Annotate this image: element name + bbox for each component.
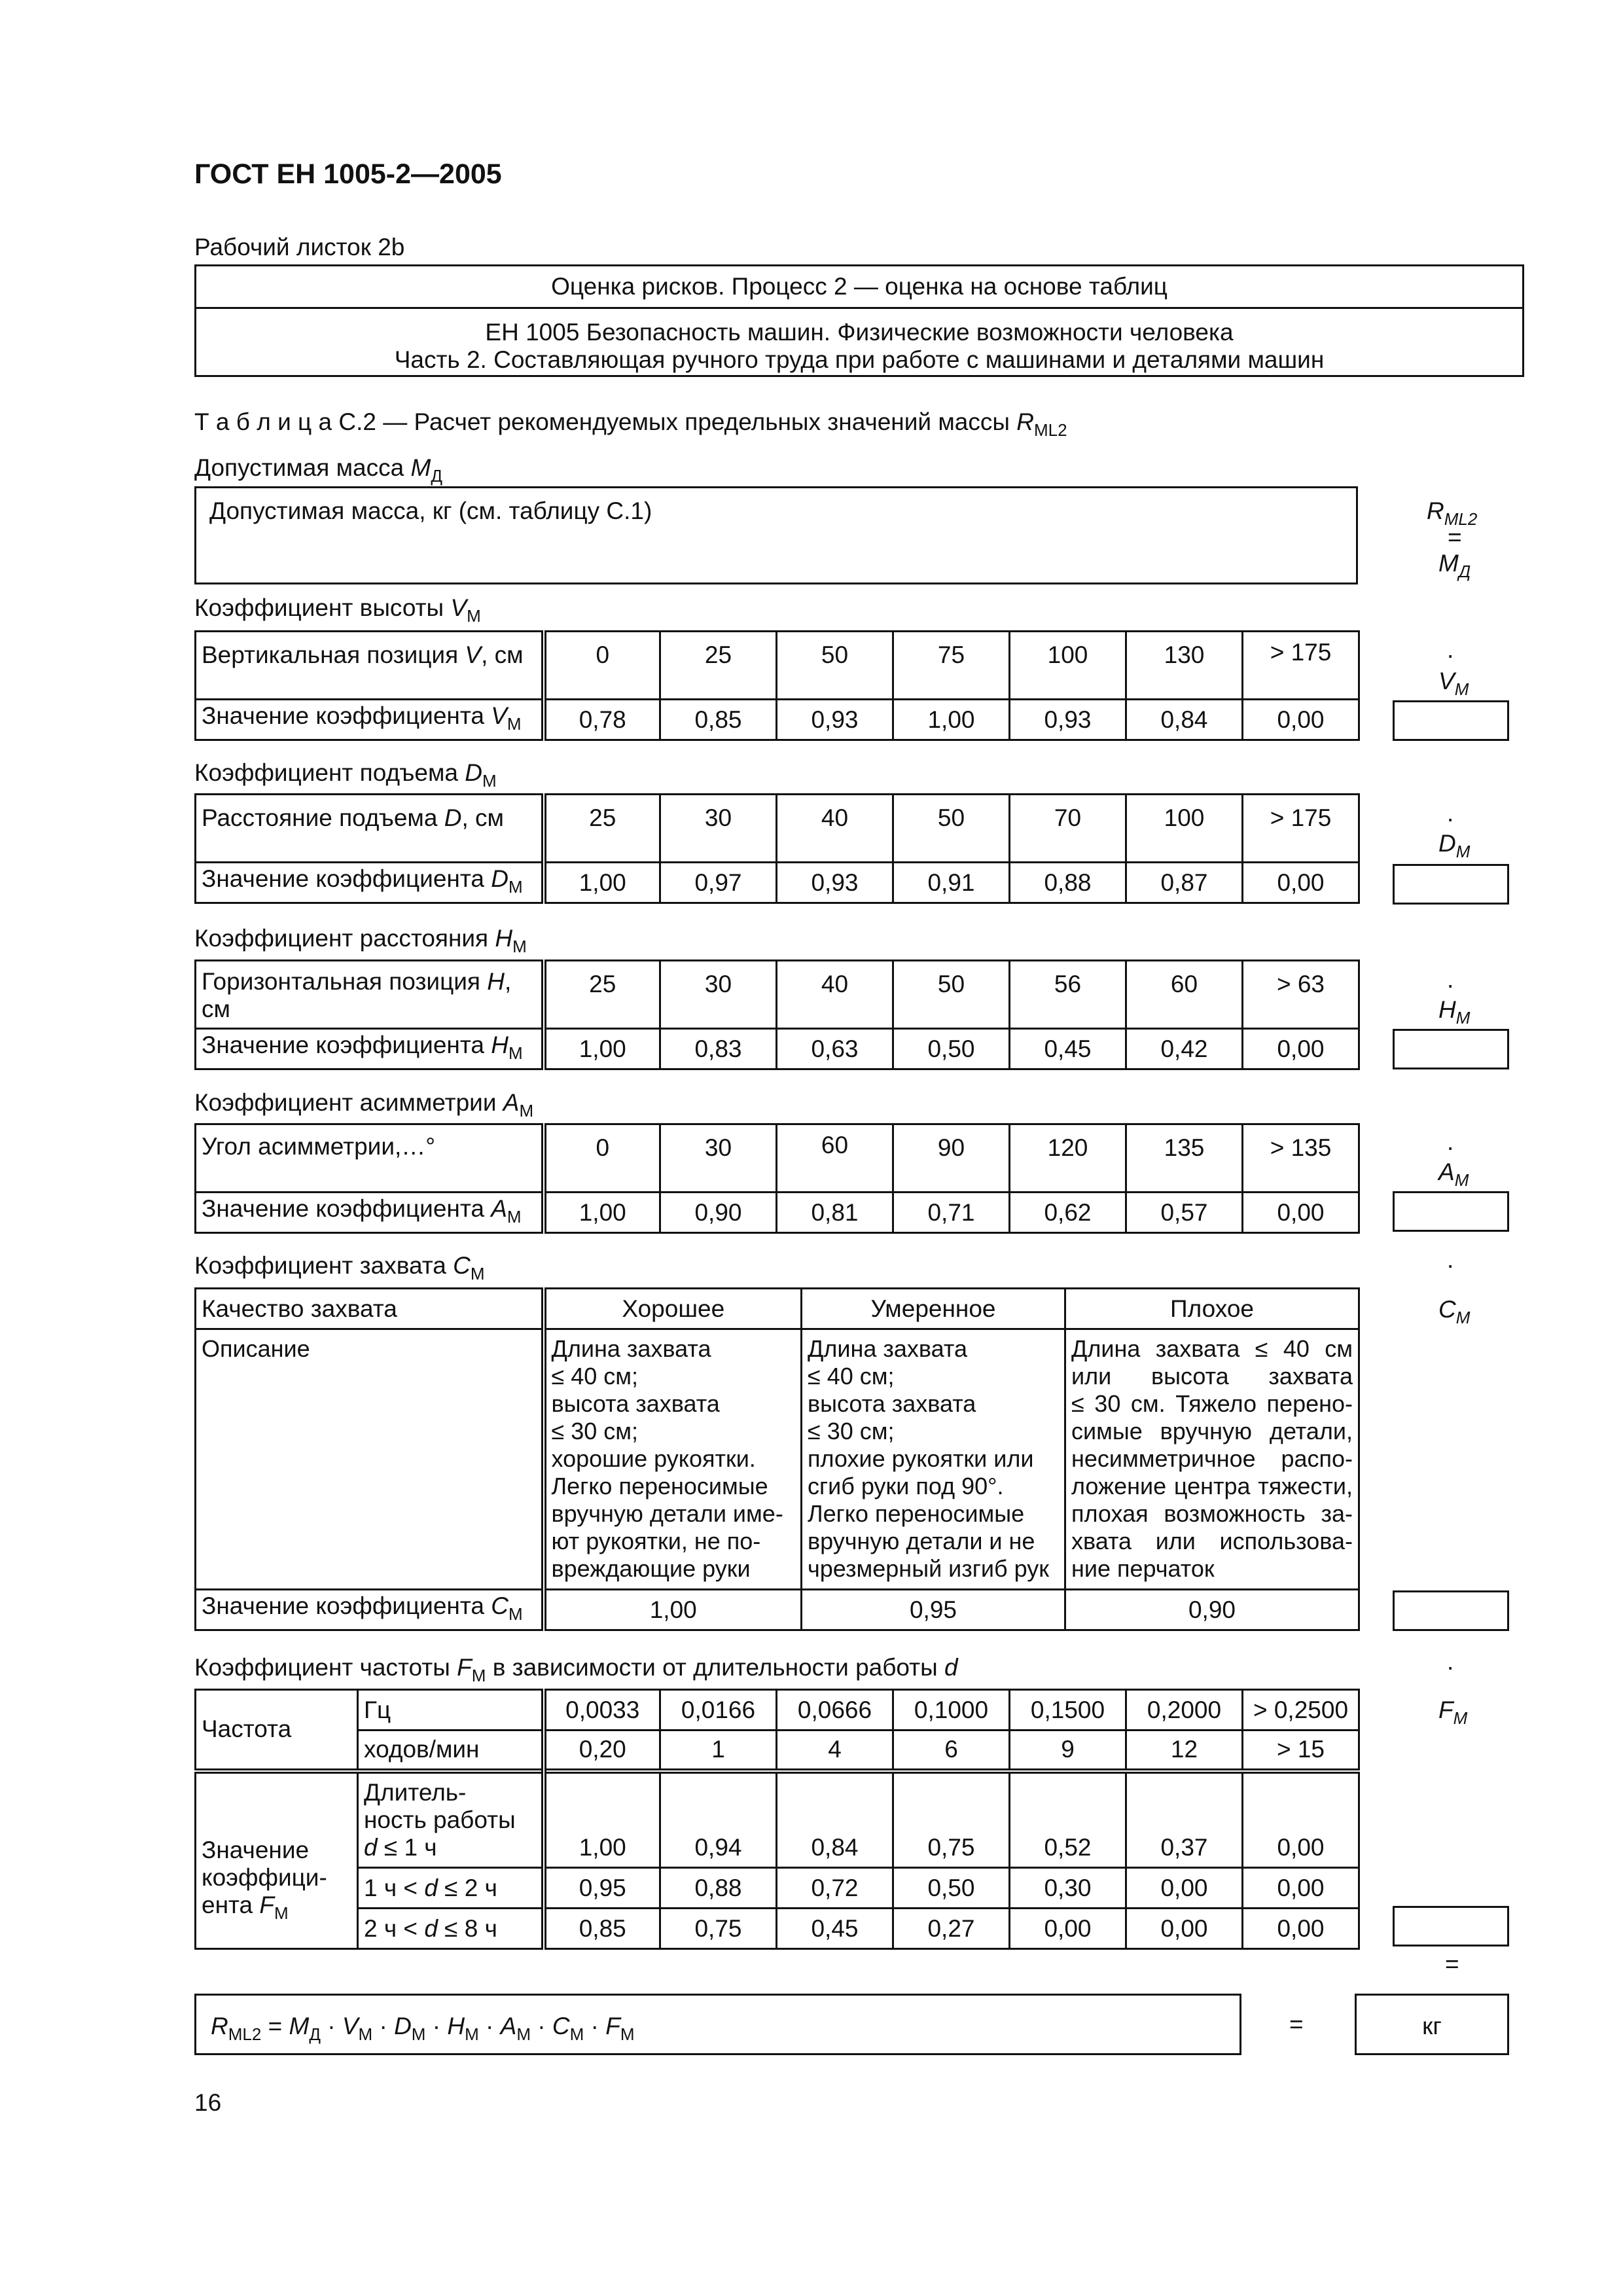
grip-dot: · xyxy=(1446,1251,1455,1278)
lift-pos-cell: 25 xyxy=(544,795,660,863)
height-position-row xyxy=(196,632,1359,700)
height-pos-cell: 25 xyxy=(660,632,777,700)
mass-field-label: Допустимая масса, кг (см. таблицу С.1) xyxy=(209,497,652,524)
asym-title: Коэффициент асимметрии $A_M$ xyxy=(194,1089,534,1121)
worksheet-label: Рабочий листок 2b xyxy=(194,234,405,260)
freq-dur2-label: 1 ч < d ≤ 2 ч xyxy=(358,1868,544,1909)
distance-pos-cell: > 63 xyxy=(1243,961,1359,1029)
distance-value-row xyxy=(196,1029,1359,1069)
vm-result-box[interactable] xyxy=(1393,700,1509,741)
fm-symbol: $F_M$ xyxy=(1438,1696,1468,1728)
distance-value-cell: 0,83 xyxy=(660,1029,777,1069)
lift-value-cell: 0,91 xyxy=(893,863,1010,903)
distance-pos-cell: 40 xyxy=(777,961,893,1029)
lift-position-row xyxy=(196,795,1359,863)
asym-value-row xyxy=(196,1193,1359,1233)
distance-position-row xyxy=(196,961,1359,1029)
distance-value-cell: 0,42 xyxy=(1126,1029,1243,1069)
lift-pos-cell: 50 xyxy=(893,795,1010,863)
freq-hz-cell: 0,1500 xyxy=(1010,1690,1126,1731)
distance-row1-label: Горизонтальная позиция H, см xyxy=(196,961,544,1029)
grip-quality-row xyxy=(196,1289,1359,1329)
grip-value-label: Значение коэффициента $C_M$ xyxy=(196,1590,544,1630)
grip-value-good: 1,00 xyxy=(544,1590,802,1630)
caption-sub: ML2 xyxy=(1033,420,1067,440)
caption-prefix: Т а б л и ц а xyxy=(194,408,332,435)
asym-value-cell: 0,90 xyxy=(660,1193,777,1233)
height-value-row xyxy=(196,700,1359,740)
am-symbol: $A_M$ xyxy=(1438,1158,1469,1190)
lift-value-cell: 0,93 xyxy=(777,863,893,903)
distance-value-cell: 0,45 xyxy=(1010,1029,1126,1069)
cm-symbol: $C_M$ xyxy=(1438,1296,1471,1327)
freq-dot: · xyxy=(1446,1653,1455,1680)
height-row1-label: Вертикальная позиция V, см xyxy=(196,632,544,700)
height-value-cell: 0,93 xyxy=(1010,700,1126,740)
freq-hz-cell: 0,0666 xyxy=(777,1690,893,1731)
height-pos-cell: 0 xyxy=(544,632,660,700)
asym-row2-label: Значение коэффициента $A_M$ xyxy=(196,1193,544,1233)
freq-d2-cell: 0,95 xyxy=(544,1868,660,1909)
grip-desc-label: Описание xyxy=(196,1329,544,1590)
mass-title xyxy=(194,454,442,486)
grip-value-row xyxy=(196,1590,1359,1630)
asym-pos-cell: 60 xyxy=(777,1124,893,1193)
freq-d8-row xyxy=(196,1909,1359,1949)
asym-pos-cell: 90 xyxy=(893,1124,1010,1193)
distance-pos-cell: 25 xyxy=(544,961,660,1029)
height-row2-label: Значение коэффициента $V_M$ xyxy=(196,700,544,740)
asym-dot: · xyxy=(1446,1134,1455,1160)
freq-d1-cell: 0,75 xyxy=(893,1771,1010,1868)
rml2-symbol: $R_{ML2}$ xyxy=(1427,497,1478,529)
freq-strokes-label: ходов/мин xyxy=(358,1731,544,1771)
freq-strokes-cell: 6 xyxy=(893,1731,1010,1771)
standard-title xyxy=(196,319,1522,374)
asym-value-cell: 0,62 xyxy=(1010,1193,1126,1233)
freq-strokes-cell: > 15 xyxy=(1243,1731,1359,1771)
freq-strokes-cell: 1 xyxy=(660,1731,777,1771)
freq-d1-cell: 0,84 xyxy=(777,1771,893,1868)
asym-pos-cell: 120 xyxy=(1010,1124,1126,1193)
freq-strokes-cell: 4 xyxy=(777,1731,893,1771)
lift-title: Коэффициент подъема $D_M$ xyxy=(194,759,497,791)
asym-value-cell: 1,00 xyxy=(544,1193,660,1233)
freq-d8-cell: 0,00 xyxy=(1010,1909,1126,1949)
caption-symbol: R xyxy=(1016,408,1034,435)
dm-symbol: $D_M$ xyxy=(1438,830,1471,861)
grip-value-poor: 0,90 xyxy=(1065,1590,1359,1630)
md-symbol: $M_Д$ xyxy=(1438,550,1471,581)
mass-equals: = xyxy=(1448,524,1462,550)
freq-title: Коэффициент частоты $F_M$ в зависимости от длительности работы d xyxy=(194,1654,958,1685)
asym-table xyxy=(194,1123,1360,1234)
grip-quality-fair: Умеренное xyxy=(802,1289,1065,1329)
freq-dur3-label: 2 ч < d ≤ 8 ч xyxy=(358,1909,544,1949)
mass-sub: Д xyxy=(431,466,442,486)
hm-result-box[interactable] xyxy=(1393,1029,1509,1069)
asym-value-cell: 0,71 xyxy=(893,1193,1010,1233)
formula-text: $R_{ML2} = M_Д \cdot V_M \cdot D_M \cdot H_M \cdot A_M \cdot C_M \cdot F_M$ xyxy=(211,2013,635,2044)
distance-value-cell: 0,00 xyxy=(1243,1029,1359,1069)
height-pos-cell: > 175 xyxy=(1243,632,1359,700)
freq-d2-cell: 0,30 xyxy=(1010,1868,1126,1909)
height-dot: · xyxy=(1446,641,1455,668)
grip-title: Коэффициент захвата $C_M$ xyxy=(194,1252,485,1283)
lift-row2-label: Значение коэффициента $D_M$ xyxy=(196,863,544,903)
lift-dot: · xyxy=(1446,805,1455,832)
freq-hz-cell: 0,0033 xyxy=(544,1690,660,1731)
asym-value-cell: 0,81 xyxy=(777,1193,893,1233)
grip-value-fair: 0,95 xyxy=(802,1590,1065,1630)
height-pos-cell: 100 xyxy=(1010,632,1126,700)
distance-title: Коэффициент расстояния $H_M$ xyxy=(194,925,527,956)
risk-title: Оценка рисков. Процесс 2 — оценка на основе таблиц xyxy=(196,266,1522,309)
height-title: Коэффициент высоты $V_M$ xyxy=(194,594,481,626)
lift-pos-cell: 70 xyxy=(1010,795,1126,863)
distance-value-cell: 0,63 xyxy=(777,1029,893,1069)
mass-title-text: Допустимая масса xyxy=(194,454,411,481)
height-value-cell: 0,00 xyxy=(1243,700,1359,740)
freq-hz-cell: 0,2000 xyxy=(1126,1690,1243,1731)
asym-pos-cell: 0 xyxy=(544,1124,660,1193)
freq-strokes-row xyxy=(196,1731,1359,1771)
lift-value-cell: 1,00 xyxy=(544,863,660,903)
lift-value-cell: 0,97 xyxy=(660,863,777,903)
dm-result-box[interactable] xyxy=(1393,864,1509,905)
standard-line-2: Часть 2. Составляющая ручного труда при работе с машинами и деталями машин xyxy=(394,346,1325,373)
asym-pos-cell: > 135 xyxy=(1243,1124,1359,1193)
freq-strokes-cell: 9 xyxy=(1010,1731,1126,1771)
mass-symbol: M xyxy=(410,454,431,481)
freq-hz-cell: 0,1000 xyxy=(893,1690,1010,1731)
height-value-cell: 0,93 xyxy=(777,700,893,740)
grip-desc-good: Длина захвата ≤ 40 см; высота захвата ≤ 30 см; хорошие рукоятки. Легко переносимые вручную детали име- ют рукоятки, не по- вреждающие руки xyxy=(544,1329,802,1590)
asym-row1-label: Угол асимметрии,…° xyxy=(196,1124,544,1193)
asym-value-cell: 0,00 xyxy=(1243,1193,1359,1233)
distance-pos-cell: 56 xyxy=(1010,961,1126,1029)
distance-table xyxy=(194,960,1360,1070)
grip-quality-label: Качество захвата xyxy=(196,1289,544,1329)
document-id: ГОСТ ЕН 1005-2—2005 xyxy=(194,158,502,190)
distance-value-cell: 0,50 xyxy=(893,1029,1010,1069)
freq-d1-cell: 0,37 xyxy=(1126,1771,1243,1868)
vm-symbol: $V_M$ xyxy=(1438,668,1469,699)
freq-d1-cell: 0,52 xyxy=(1010,1771,1126,1868)
lift-value-cell: 0,87 xyxy=(1126,863,1243,903)
lift-pos-cell: 40 xyxy=(777,795,893,863)
freq-d2-cell: 0,50 xyxy=(893,1868,1010,1909)
height-value-cell: 0,84 xyxy=(1126,700,1243,740)
freq-d2-cell: 0,88 xyxy=(660,1868,777,1909)
grip-quality-poor: Плохое xyxy=(1065,1289,1359,1329)
freq-d8-cell: 0,75 xyxy=(660,1909,777,1949)
lift-value-row xyxy=(196,863,1359,903)
table-caption xyxy=(194,408,1067,440)
freq-label: Частота xyxy=(196,1690,358,1771)
lift-pos-cell: > 175 xyxy=(1243,795,1359,863)
height-pos-cell: 50 xyxy=(777,632,893,700)
height-table xyxy=(194,630,1360,741)
freq-d8-cell: 0,00 xyxy=(1243,1909,1359,1949)
freq-value-label: Значение коэффици- ента $F_M$ xyxy=(196,1771,358,1949)
grip-desc-poor: Длина захвата ≤ 40 см или высота захвата ≤ 30 см. Тяжело перено- симые вручную детали, несимметричное распо- ложение центра тяжести, плохая возможность за- хвата или использова- ние перчаток xyxy=(1065,1329,1359,1590)
freq-d8-cell: 0,45 xyxy=(777,1909,893,1949)
mass-input-box[interactable] xyxy=(194,486,1358,584)
asym-position-row xyxy=(196,1124,1359,1193)
lift-pos-cell: 100 xyxy=(1126,795,1243,863)
result-kg-box[interactable] xyxy=(1355,1994,1509,2055)
lift-table xyxy=(194,793,1360,904)
hm-symbol: $H_M$ xyxy=(1438,996,1471,1028)
lift-row1-label: Расстояние подъема D, см xyxy=(196,795,544,863)
height-value-cell: 0,85 xyxy=(660,700,777,740)
distance-dot: · xyxy=(1446,971,1455,998)
lift-pos-cell: 30 xyxy=(660,795,777,863)
grip-description-row xyxy=(196,1329,1359,1590)
freq-d1-row xyxy=(196,1771,1359,1868)
result-unit: кг xyxy=(1422,2013,1442,2039)
freq-hz-row xyxy=(196,1690,1359,1731)
height-pos-cell: 75 xyxy=(893,632,1010,700)
freq-d2-cell: 0,72 xyxy=(777,1868,893,1909)
freq-strokes-cell: 0,20 xyxy=(544,1731,660,1771)
formula-box xyxy=(194,1994,1241,2055)
freq-hz-cell: 0,0166 xyxy=(660,1690,777,1731)
formula-equals-top: = xyxy=(1445,1950,1459,1977)
height-pos-cell: 130 xyxy=(1126,632,1243,700)
freq-d1-cell: 1,00 xyxy=(544,1771,660,1868)
distance-pos-cell: 30 xyxy=(660,961,777,1029)
asym-value-cell: 0,57 xyxy=(1126,1193,1243,1233)
freq-d8-cell: 0,00 xyxy=(1126,1909,1243,1949)
freq-d1-cell: 0,94 xyxy=(660,1771,777,1868)
distance-pos-cell: 60 xyxy=(1126,961,1243,1029)
distance-value-cell: 1,00 xyxy=(544,1029,660,1069)
freq-d2-row xyxy=(196,1868,1359,1909)
distance-pos-cell: 50 xyxy=(893,961,1010,1029)
freq-d2-cell: 0,00 xyxy=(1243,1868,1359,1909)
freq-d8-cell: 0,27 xyxy=(893,1909,1010,1949)
freq-strokes-cell: 12 xyxy=(1126,1731,1243,1771)
height-value-cell: 1,00 xyxy=(893,700,1010,740)
formula-equals: = xyxy=(1289,2011,1304,2037)
caption-text: С.2 — Расчет рекомендуемых предельных значений массы xyxy=(332,408,1017,435)
freq-dur1-label: Длитель- ность работы d ≤ 1 ч xyxy=(358,1771,544,1868)
standard-line-1: ЕН 1005 Безопасность машин. Физические возможности человека xyxy=(485,319,1234,346)
worksheet-header-box xyxy=(194,264,1524,377)
lift-value-cell: 0,00 xyxy=(1243,863,1359,903)
lift-value-cell: 0,88 xyxy=(1010,863,1126,903)
freq-table xyxy=(194,1689,1360,1950)
page-number: 16 xyxy=(194,2089,222,2116)
grip-table xyxy=(194,1287,1360,1631)
distance-row2-label: Значение коэффициента $H_M$ xyxy=(196,1029,544,1069)
cm-result-box[interactable] xyxy=(1393,1590,1509,1631)
asym-pos-cell: 30 xyxy=(660,1124,777,1193)
freq-hz-cell: > 0,2500 xyxy=(1243,1690,1359,1731)
asym-pos-cell: 135 xyxy=(1126,1124,1243,1193)
fm-result-box[interactable] xyxy=(1393,1906,1509,1946)
freq-d1-cell: 0,00 xyxy=(1243,1771,1359,1868)
grip-quality-good: Хорошее xyxy=(544,1289,802,1329)
freq-d2-cell: 0,00 xyxy=(1126,1868,1243,1909)
height-value-cell: 0,78 xyxy=(544,700,660,740)
freq-d8-cell: 0,85 xyxy=(544,1909,660,1949)
freq-hz-label: Гц xyxy=(358,1690,544,1731)
am-result-box[interactable] xyxy=(1393,1191,1509,1232)
grip-desc-fair: Длина захвата ≤ 40 см; высота захвата ≤ 30 см; плохие рукоятки или сгиб руки под 90°. Легко переносимые вручную детали и не чрезмерный изгиб рук xyxy=(802,1329,1065,1590)
